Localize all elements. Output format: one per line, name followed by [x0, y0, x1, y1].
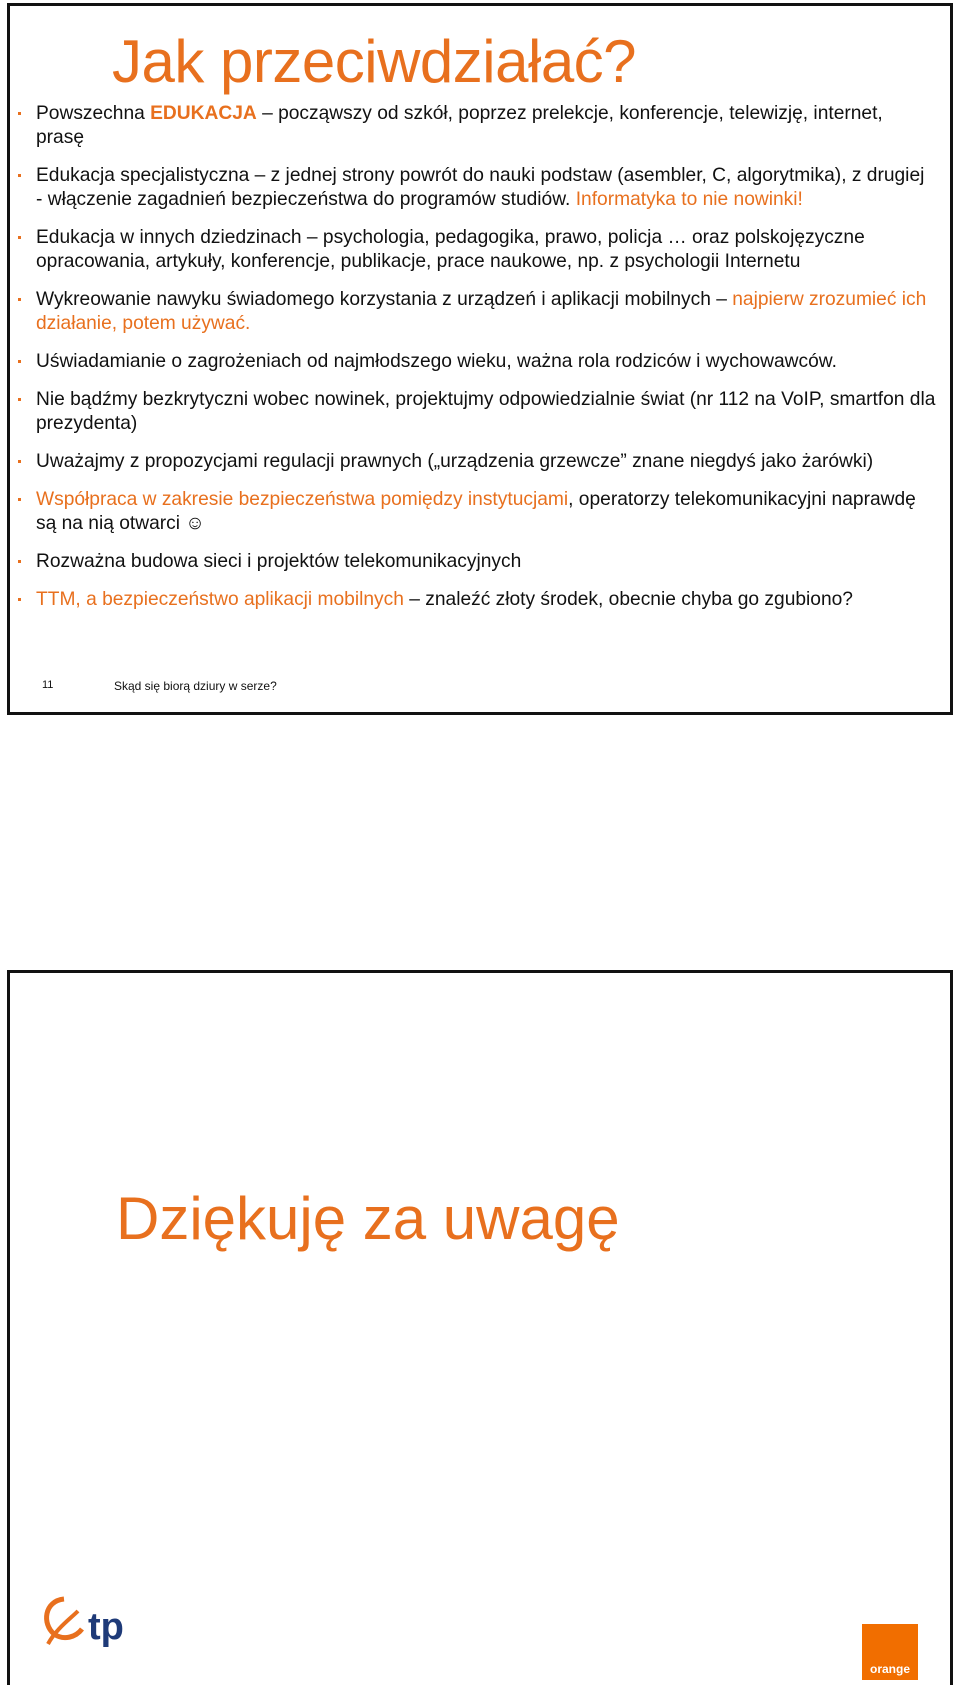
- bullet-text-part: – począwszy od szkół, poprzez prelekcje, konferencje, telewizję, internet, prasę: [36, 103, 883, 148]
- bullet-item: [28, 102, 936, 150]
- thank-you-title: Dziękuję za uwagę: [116, 1185, 620, 1252]
- slide-title: Jak przeciwdziałać?: [112, 28, 637, 95]
- bullet-marker: [18, 360, 21, 363]
- tp-logo: [34, 1589, 144, 1659]
- bullet-text-part: Edukacja specjalistyczna – z jednej strony powrót do nauki podstaw (asembler, C, algorytmika), z drugiej - włączenie zagadnień bezpieczeństwa do programów studiów.: [36, 165, 925, 210]
- page-number: 11: [42, 679, 54, 691]
- bullet-text-part: , operatorzy telekomunikacyjni naprawdę są na nią otwarci ☺: [36, 489, 916, 534]
- orange-logo-text: orange: [869, 1662, 910, 1676]
- bullet-text-part: Nie bądźmy bezkrytyczni wobec nowinek, projektujmy odpowiedzialnie świat (nr 112 na VoIP, smartfon dla prezydenta): [36, 389, 936, 434]
- bullet-item: [28, 488, 936, 536]
- bullet-item: [28, 288, 936, 336]
- bullet-marker: [18, 498, 21, 501]
- bullet-marker: [18, 398, 21, 401]
- bullet-text-part: Edukacja w innych dziedzinach – psychologia, pedagogika, prawo, policja … oraz polskojęzyczne opracowania, artykuły, konferencje, publikacje, prace naukowe, np. z psychologii Internetu: [36, 227, 865, 272]
- tp-logo-text: tp: [88, 1606, 124, 1648]
- bullet-item: [28, 226, 936, 274]
- bullet-marker: [18, 236, 21, 239]
- bullet-text-part: Współpraca w zakresie bezpieczeństwa pomiędzy instytucjami: [36, 489, 569, 510]
- bullet-marker: [18, 112, 21, 115]
- bullet-text-part: Uważajmy z propozycjami regulacji prawnych („urządzenia grzewcze” znane niegdyś jako żarówki): [36, 451, 874, 472]
- bullet-text-part: Informatyka to nie nowinki!: [575, 189, 803, 210]
- bullet-marker: [18, 460, 21, 463]
- bullet-item: [28, 550, 936, 574]
- bullet-text-part: EDUKACJA: [150, 103, 257, 124]
- bullet-marker: [18, 174, 21, 177]
- slide-1: [7, 3, 953, 715]
- footer-title: Skąd się biorą dziury w serze?: [114, 679, 277, 693]
- bullet-text-part: TTM, a bezpieczeństwo aplikacji mobilnych: [36, 589, 404, 610]
- orange-logo: [862, 1624, 918, 1680]
- bullet-text-part: Rozważna budowa sieci i projektów telekomunikacyjnych: [36, 551, 522, 572]
- bullet-marker: [18, 298, 21, 301]
- slide-2: [7, 970, 953, 1685]
- bullet-item: [28, 164, 936, 212]
- bullet-item: [28, 588, 936, 612]
- bullet-item: [28, 350, 936, 374]
- bullet-text-part: Uświadamianie o zagrożeniach od najmłodszego wieku, ważna rola rodziców i wychowawców.: [36, 351, 837, 372]
- bullet-text-part: – znaleźć złoty środek, obecnie chyba go zgubiono?: [403, 589, 853, 610]
- tp-logo-icon: [34, 1589, 144, 1659]
- bullet-list: [28, 102, 936, 626]
- bullet-text-part: najpierw zrozumieć ich działanie, potem używać.: [36, 289, 927, 334]
- bullet-text-part: Powszechna: [36, 103, 151, 124]
- bullet-text-part: Wykreowanie nawyku świadomego korzystania z urządzeń i aplikacji mobilnych –: [36, 289, 733, 310]
- bullet-marker: [18, 598, 21, 601]
- bullet-marker: [18, 560, 21, 563]
- bullet-item: [28, 450, 936, 474]
- bullet-item: [28, 388, 936, 436]
